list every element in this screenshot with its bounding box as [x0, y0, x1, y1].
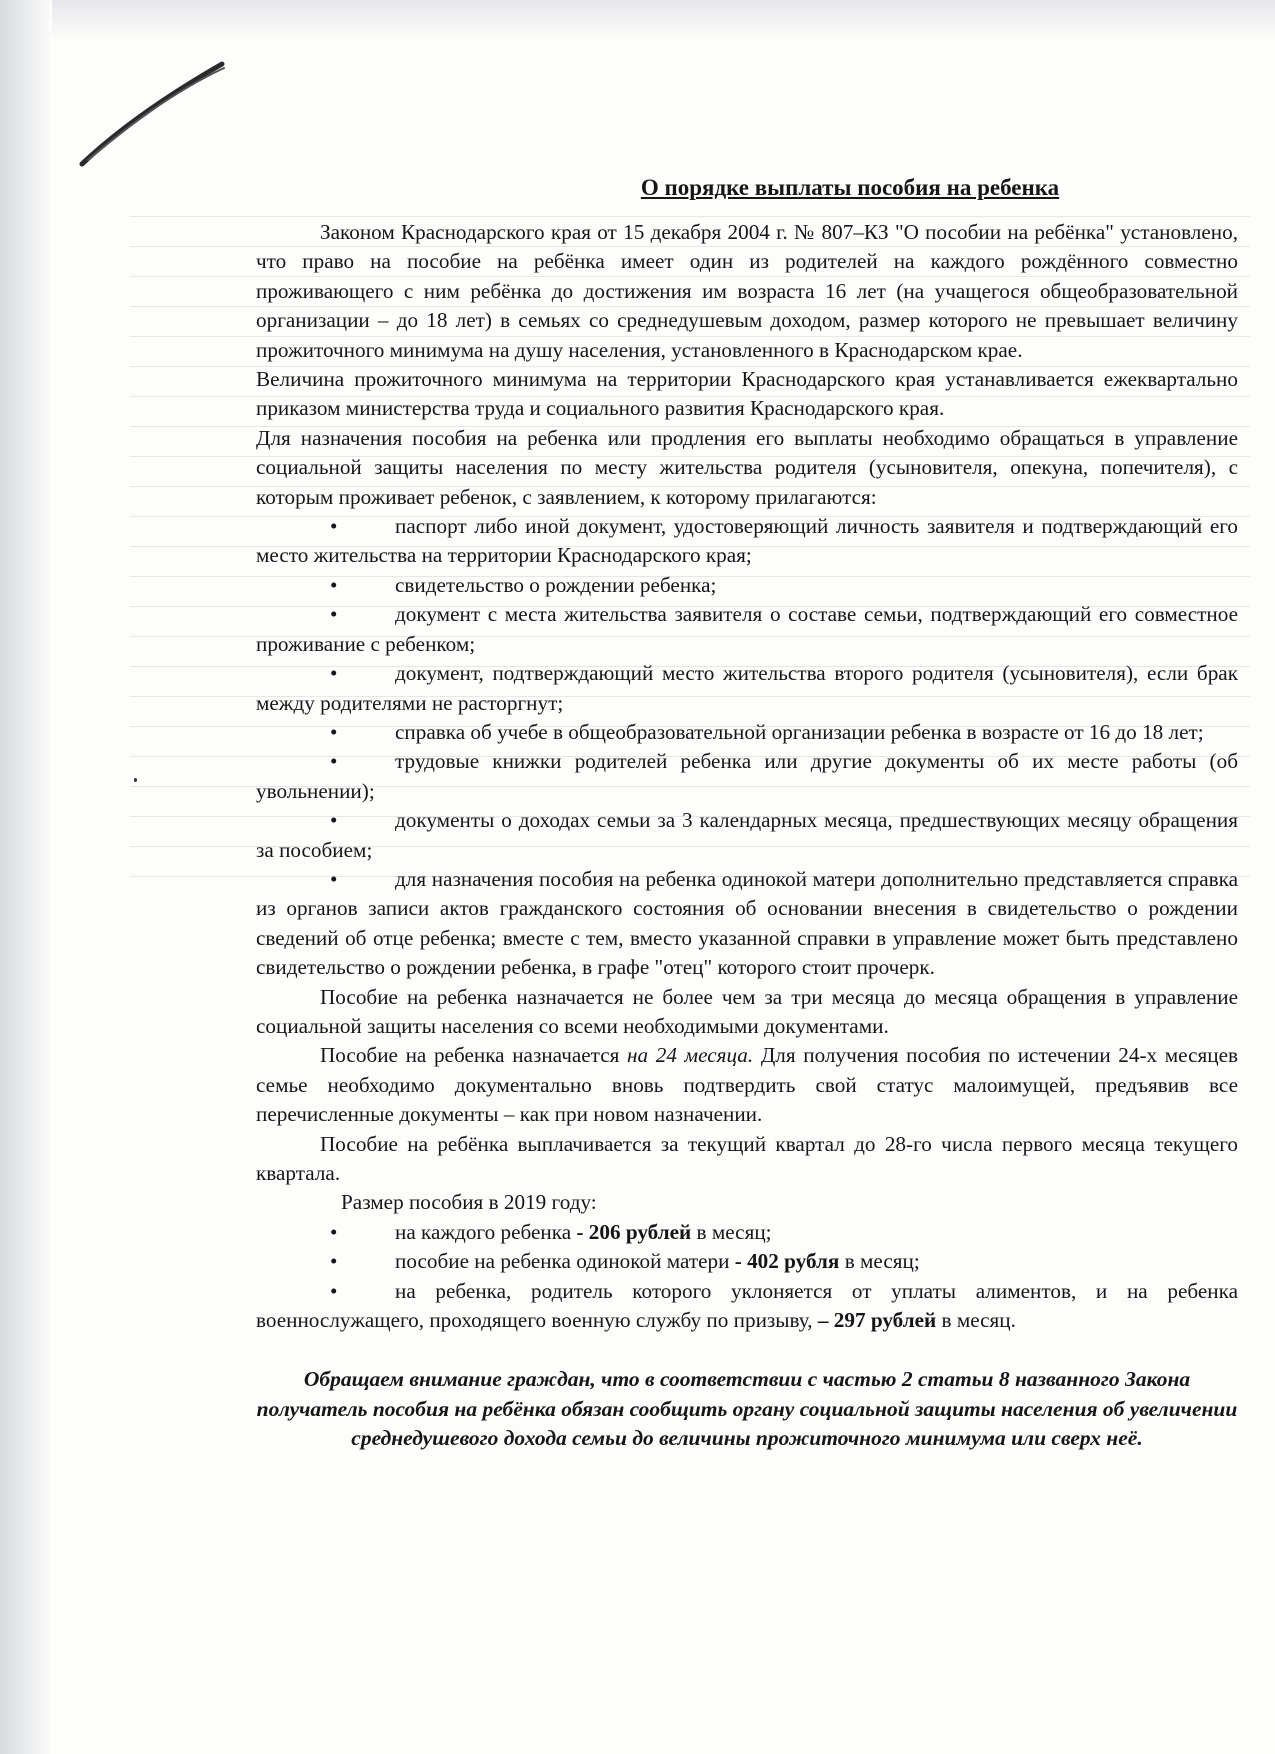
bullet-icon: • — [330, 572, 338, 597]
law-paragraph: Законом Краснодарского края от 15 декабря 2004 г. № 807–КЗ "О пособии на ребёнка" установлено, что право на пособие на ребёнка имеет один из родителей на каждого рождённого совместно проживающего с ним ребёнка до достижения им возраста 16 лет (на учащегося общеобразовательной организации – до 18 лет) в семьях со среднедушевым доходом, размер которого не превышает величину прожиточного минимума на душу населения, установленного в Краснодарском крае. — [256, 220, 1238, 362]
amount-value: – 297 рублей — [817, 1308, 937, 1333]
list-item: • на каждого ребенка - 206 рублей в месяц; — [256, 1218, 1238, 1247]
scan-left-edge — [0, 0, 52, 1754]
bullet-icon: • — [330, 661, 338, 686]
list-item: • на ребенка, родитель которого уклоняется от уплаты алиментов, и на ребенка военнослужащего, проходящего военную службу по призыву, – 297 рублей в месяц. — [256, 1278, 1238, 1333]
bullet-icon: • — [330, 749, 338, 774]
bullet-icon: • — [330, 1219, 338, 1244]
amount-value: - 402 рубля — [734, 1249, 840, 1274]
stray-mark — [134, 778, 137, 782]
bullet-icon: • — [330, 719, 338, 744]
notice-paragraph: Обращаем внимание граждан, что в соответствии с частью 2 статьи 8 названного Закона получатель пособия на ребёнка обязан сообщить органу социальной защиты населения об увеличении среднедушевого дохода семьи до величины прожиточного минимума или сверх неё. — [256, 1367, 1238, 1451]
benefit-size-list — [256, 1218, 1238, 1336]
list-item: • для назначения пособия на ребенка одинокой матери дополнительно представляется справка из органов записи актов гражданского состояния об основании внесения в свидетельство о рождении сведений об отце ребенка; вместе с тем, вместо указанной справки в управление может быть представлено свидетельство о рождении ребенка, в графе "отец" которого стоит прочерк. — [256, 866, 1238, 980]
document-title: О порядке выплаты пособия на ребенка — [640, 175, 1060, 200]
scan-top-edge — [0, 0, 1275, 40]
duration-paragraph: Пособие на ребенка назначается на 24 месяца. Для получения пособия по истечении 24-х месяцев семье необходимо документально вновь подтвердить свой статус малоимущей, предъявив все перечисленные документы – как при новом назначении. — [256, 1043, 1238, 1127]
benefit-size-heading: Размер пособия в 2019 году: — [341, 1190, 597, 1215]
bullet-icon: • — [330, 808, 338, 833]
list-item: • справка об учебе в общеобразовательной организации ребенка в возрасте от 16 до 18 лет; — [256, 718, 1238, 747]
three-months-paragraph: Пособие на ребенка назначается не более чем за три месяца до месяца обращения в управление социальной защиты населения со всеми необходимыми документами. — [256, 984, 1238, 1038]
amount-value: - 206 рублей — [576, 1219, 692, 1244]
bullet-icon: • — [330, 1278, 338, 1303]
bullet-icon: • — [330, 1249, 338, 1274]
payment-schedule-paragraph: Пособие на ребёнка выплачивается за текущий квартал до 28-го числа первого месяца текущего квартала. — [256, 1131, 1238, 1185]
list-item: • документы о доходах семьи за 3 календарных месяца, предшествующих месяцу обращения за пособием; — [256, 808, 1238, 862]
subsistence-minimum-paragraph: Величина прожиточного минимума на территории Краснодарского края устанавливается ежеквартально приказом министерства труда и социального развития Краснодарского края. — [256, 367, 1238, 421]
document-page — [256, 172, 1238, 1454]
list-item: • документ, подтверждающий место жительства второго родителя (усыновителя), если брак между родителями не расторгнут; — [256, 661, 1238, 715]
list-item: • паспорт либо иной документ, удостоверяющий личность заявителя и подтверждающий его место жительства на территории Краснодарского края; — [256, 514, 1238, 568]
list-item: • трудовые книжки родителей ребенка или другие документы об их месте работы (об увольнении); — [256, 749, 1238, 803]
required-documents-list — [256, 512, 1238, 983]
list-item: • документ с места жительства заявителя о составе семьи, подтверждающий его совместное проживание с ребенком; — [256, 602, 1238, 656]
list-item: • пособие на ребенка одинокой матери - 402 рубля в месяц; — [256, 1247, 1238, 1276]
list-item: • свидетельство о рождении ребенка; — [256, 571, 1238, 600]
application-paragraph: Для назначения пособия на ребенка или продления его выплаты необходимо обращаться в управление социальной защиты населения по месту жительства родителя (усыновителя, опекуна, попечителя), с которым проживает ребенок, с заявлением, к которому прилагаются: — [256, 425, 1238, 509]
duration-emphasis: на 24 месяца. — [626, 1043, 754, 1068]
pen-scratch-mark — [78, 60, 228, 170]
bullet-icon: • — [330, 866, 338, 891]
bullet-icon: • — [330, 514, 338, 539]
bullet-icon: • — [330, 602, 338, 627]
